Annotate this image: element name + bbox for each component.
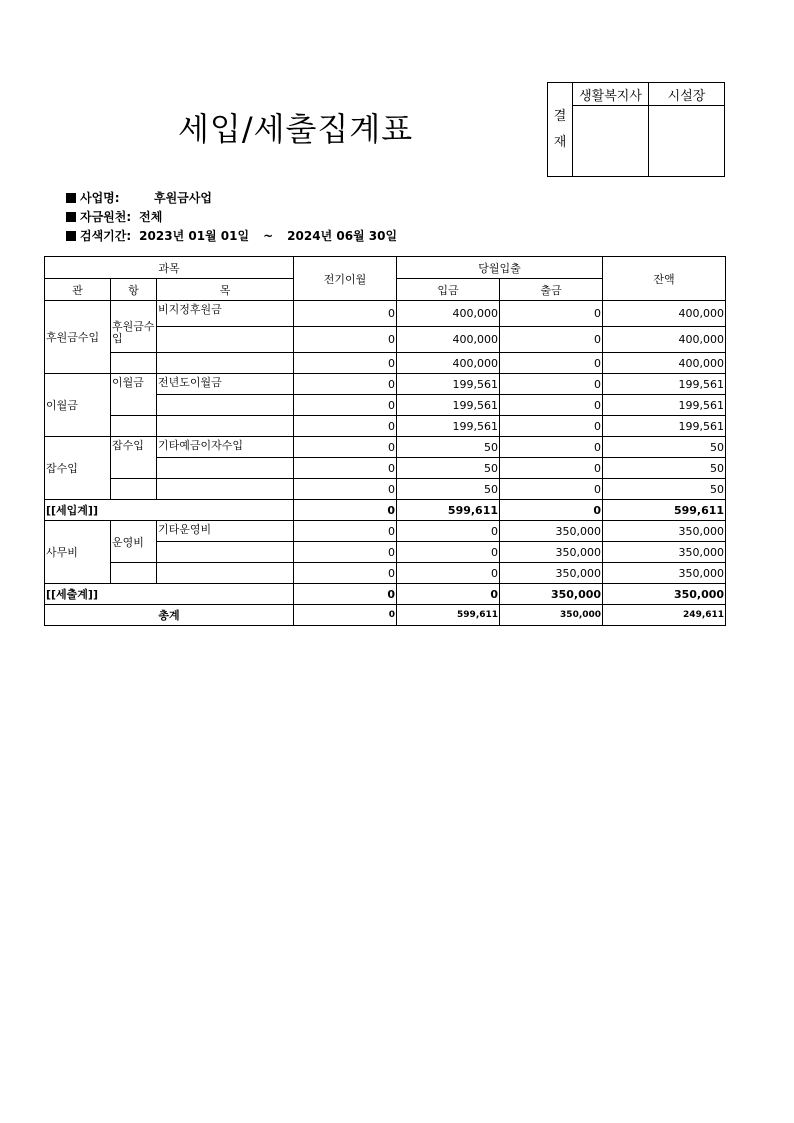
- gwan-cell: 후원금수입: [45, 301, 111, 374]
- income-cell: 50: [397, 458, 500, 479]
- header-hang: 항: [111, 279, 157, 301]
- prev-cell: 0: [294, 500, 397, 521]
- balance-cell: 400,000: [603, 327, 726, 353]
- balance-cell: 50: [603, 437, 726, 458]
- mok-cell: [157, 563, 294, 584]
- mok-cell: [157, 542, 294, 563]
- hang-cell: 잡수입: [111, 437, 157, 479]
- expense-cell: 0: [500, 374, 603, 395]
- expense-cell: 0: [500, 327, 603, 353]
- income-cell: 0: [397, 584, 500, 605]
- info-period: [66, 227, 397, 244]
- income-cell: 199,561: [397, 416, 500, 437]
- info-business: [66, 189, 212, 206]
- income-cell: 599,611: [397, 605, 500, 626]
- gwan-cell: 잡수입: [45, 437, 111, 500]
- business-value: 후원금사업: [154, 191, 212, 205]
- table-row: [45, 353, 726, 374]
- header-mok: 목: [157, 279, 294, 301]
- mok-cell: 전년도이월금: [157, 374, 294, 395]
- mok-cell: [157, 353, 294, 374]
- mok-cell: [157, 416, 294, 437]
- prev-cell: 0: [294, 374, 397, 395]
- header-income: 입금: [397, 279, 500, 301]
- balance-cell: 50: [603, 458, 726, 479]
- square-bullet-icon: [66, 193, 76, 203]
- expense-cell: 0: [500, 301, 603, 327]
- income-total-label: [[세입계]]: [45, 500, 294, 521]
- income-cell: 50: [397, 437, 500, 458]
- hang-cell: 운영비: [111, 521, 157, 563]
- square-bullet-icon: [66, 231, 76, 241]
- table-row: [45, 374, 726, 395]
- mok-cell: [157, 458, 294, 479]
- period-separator: ~: [263, 229, 274, 243]
- hang-cell: [111, 353, 157, 374]
- income-cell: 400,000: [397, 353, 500, 374]
- header-row-1: [45, 257, 726, 279]
- balance-cell: 199,561: [603, 395, 726, 416]
- income-cell: 199,561: [397, 395, 500, 416]
- expense-cell: 350,000: [500, 563, 603, 584]
- balance-cell: 199,561: [603, 374, 726, 395]
- income-cell: 400,000: [397, 327, 500, 353]
- prev-cell: 0: [294, 437, 397, 458]
- income-cell: 599,611: [397, 500, 500, 521]
- prev-cell: 0: [294, 301, 397, 327]
- grand-total-row: [45, 605, 726, 626]
- table-row: [45, 437, 726, 458]
- approval-side-label: [548, 83, 573, 177]
- info-fund: [66, 208, 162, 225]
- balance-cell: 50: [603, 479, 726, 500]
- balance-cell: 350,000: [603, 542, 726, 563]
- table-row: [45, 479, 726, 500]
- income-cell: 0: [397, 563, 500, 584]
- gwan-cell: 이월금: [45, 374, 111, 437]
- header-current: 당월입출: [397, 257, 603, 279]
- income-cell: 0: [397, 542, 500, 563]
- fund-label: 자금원천:: [80, 210, 132, 224]
- hang-cell: 후원금수입: [111, 301, 157, 353]
- business-label: 사업명:: [80, 191, 120, 205]
- approval-col-social-worker: 생활복지사: [573, 83, 649, 106]
- hang-cell: [111, 563, 157, 584]
- table-row: [45, 301, 726, 327]
- income-cell: 199,561: [397, 374, 500, 395]
- prev-cell: 0: [294, 584, 397, 605]
- mok-cell: [157, 327, 294, 353]
- expense-cell: 350,000: [500, 584, 603, 605]
- balance-cell: 400,000: [603, 301, 726, 327]
- grand-total-label: 총계: [45, 605, 294, 626]
- expense-total-row: [45, 584, 726, 605]
- header-gwan: 관: [45, 279, 111, 301]
- period-start: 2023년 01월 01일: [139, 229, 250, 243]
- hang-cell: 이월금: [111, 374, 157, 416]
- expense-cell: 0: [500, 437, 603, 458]
- prev-cell: 0: [294, 395, 397, 416]
- prev-cell: 0: [294, 521, 397, 542]
- mok-cell: 기타운영비: [157, 521, 294, 542]
- expense-cell: 0: [500, 395, 603, 416]
- header-balance: 잔액: [603, 257, 726, 301]
- balance-cell: 350,000: [603, 584, 726, 605]
- mok-cell: 기타예금이자수입: [157, 437, 294, 458]
- prev-cell: 0: [294, 353, 397, 374]
- expense-cell: 0: [500, 416, 603, 437]
- page-title: 세입/세출집계표: [178, 110, 414, 148]
- balance-cell: 599,611: [603, 500, 726, 521]
- header-prev: 전기이월: [294, 257, 397, 301]
- table-row: [45, 416, 726, 437]
- prev-cell: 0: [294, 479, 397, 500]
- approval-sign-social-worker: [573, 106, 649, 177]
- income-cell: 0: [397, 521, 500, 542]
- expense-cell: 0: [500, 500, 603, 521]
- balance-cell: 350,000: [603, 521, 726, 542]
- period-label: 검색기간:: [80, 229, 132, 243]
- balance-cell: 350,000: [603, 563, 726, 584]
- approval-box: [547, 82, 725, 177]
- income-total-row: [45, 500, 726, 521]
- mok-cell: [157, 395, 294, 416]
- fund-value: 전체: [139, 210, 163, 224]
- income-cell: 50: [397, 479, 500, 500]
- balance-cell: 199,561: [603, 416, 726, 437]
- header-expense: 출금: [500, 279, 603, 301]
- income-cell: 400,000: [397, 301, 500, 327]
- gwan-cell: 사무비: [45, 521, 111, 584]
- prev-cell: 0: [294, 327, 397, 353]
- expense-cell: 0: [500, 458, 603, 479]
- header-subject: 과목: [45, 257, 294, 279]
- approval-sign-director: [649, 106, 725, 177]
- approval-side-label-2: 재: [553, 134, 567, 150]
- hang-cell: [111, 416, 157, 437]
- expense-cell: 350,000: [500, 605, 603, 626]
- prev-cell: 0: [294, 416, 397, 437]
- prev-cell: 0: [294, 542, 397, 563]
- table-row: [45, 563, 726, 584]
- prev-cell: 0: [294, 458, 397, 479]
- summary-table: [44, 256, 726, 626]
- approval-col-director: 시설장: [649, 83, 725, 106]
- expense-cell: 350,000: [500, 521, 603, 542]
- approval-side-label-1: 결: [553, 108, 567, 124]
- mok-cell: 비지정후원금: [157, 301, 294, 327]
- expense-cell: 0: [500, 479, 603, 500]
- expense-cell: 350,000: [500, 542, 603, 563]
- expense-total-label: [[세출계]]: [45, 584, 294, 605]
- table-row: [45, 521, 726, 542]
- period-end: 2024년 06월 30일: [287, 229, 398, 243]
- mok-cell: [157, 479, 294, 500]
- prev-cell: 0: [294, 605, 397, 626]
- hang-cell: [111, 479, 157, 500]
- balance-cell: 400,000: [603, 353, 726, 374]
- prev-cell: 0: [294, 563, 397, 584]
- expense-cell: 0: [500, 353, 603, 374]
- balance-cell: 249,611: [603, 605, 726, 626]
- square-bullet-icon: [66, 212, 76, 222]
